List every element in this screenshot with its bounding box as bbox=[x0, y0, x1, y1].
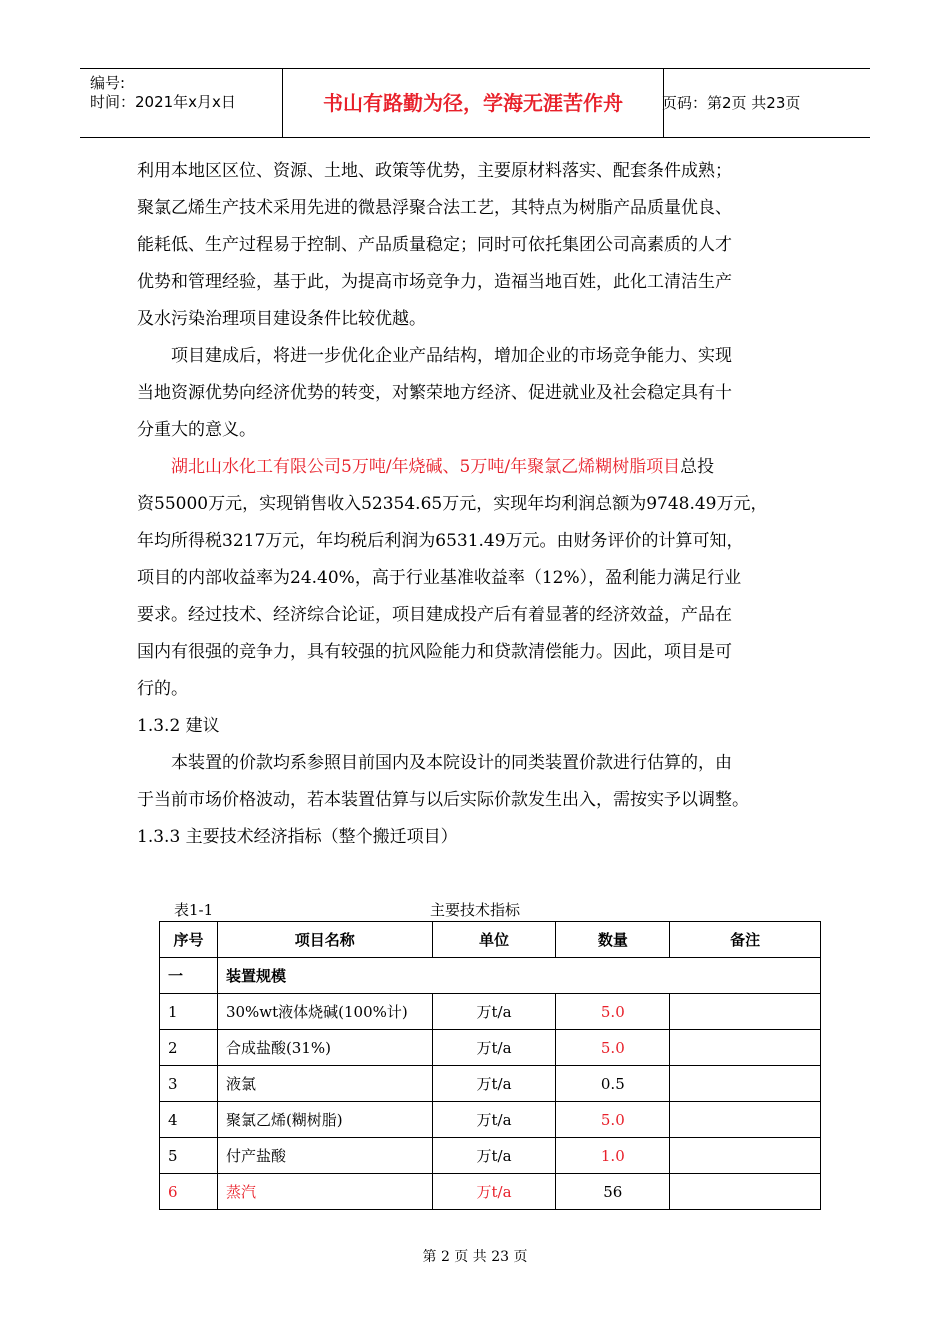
header-meta bbox=[80, 69, 283, 137]
column-header: 备注 bbox=[670, 922, 821, 958]
row-qty: 5.0 bbox=[556, 1102, 670, 1138]
heading-1-3-3 bbox=[137, 819, 823, 856]
text-line: 聚氯乙烯生产技术采用先进的微悬浮聚合法工艺，其特点为树脂产品质量优良、 bbox=[137, 198, 732, 218]
table-section-row bbox=[160, 958, 821, 994]
column-header: 项目名称 bbox=[217, 922, 432, 958]
row-note bbox=[670, 1174, 821, 1210]
row-note bbox=[670, 1102, 821, 1138]
page-label: 页码：第2页 共23页 bbox=[662, 94, 801, 112]
text-line: 分重大的意义。 bbox=[137, 420, 256, 440]
time-label: 时间：2021年x月x日 bbox=[90, 93, 236, 111]
text-line: 项目的内部收益率为24.40%，高于行业基准收益率（12%），盈利能力满足行业 bbox=[137, 568, 742, 588]
text-line: 能耗低、生产过程易于控制、产品质量稳定；同时可依托集团公司高素质的人才 bbox=[137, 235, 732, 255]
table-row bbox=[160, 1030, 821, 1066]
table-header-row bbox=[160, 922, 821, 958]
row-note bbox=[670, 1066, 821, 1102]
text-line: 资55000万元，实现销售收入52354.65万元，实现年均利润总额为9748.49万元， bbox=[137, 494, 768, 514]
row-unit: 万t/a bbox=[432, 994, 556, 1030]
text-line: 利用本地区区位、资源、土地、政策等优势，主要原材料落实、配套条件成熟； bbox=[137, 161, 732, 181]
text-line: 当地资源优势向经济优势的转变，对繁荣地方经济、促进就业及社会稳定具有十 bbox=[137, 383, 732, 403]
row-no: 6 bbox=[160, 1174, 218, 1210]
indicators-table bbox=[159, 921, 821, 1210]
project-name-highlight: 湖北山水化工有限公司5万吨/年烧碱、5万吨/年聚氯乙烯糊树脂项目 bbox=[137, 457, 681, 477]
row-unit: 万t/a bbox=[432, 1174, 556, 1210]
column-header: 数量 bbox=[556, 922, 670, 958]
paragraph-2 bbox=[137, 338, 823, 449]
text-line: 于当前市场价格波动，若本装置估算与以后实际价款发生出入，需按实予以调整。 bbox=[137, 790, 749, 810]
column-header: 序号 bbox=[160, 922, 218, 958]
text-line: 及水污染治理项目建设条件比较优越。 bbox=[137, 309, 426, 329]
header-page-label bbox=[664, 69, 870, 137]
text-line: 项目建成后，将进一步优化企业产品结构，增加企业的市场竞争能力、实现 bbox=[137, 346, 732, 366]
table-row bbox=[160, 1102, 821, 1138]
section-no: 一 bbox=[160, 958, 218, 994]
text-line: 行的。 bbox=[137, 679, 188, 699]
table-row bbox=[160, 1174, 821, 1210]
table-title: 主要技术指标 bbox=[430, 901, 521, 919]
table-row bbox=[160, 994, 821, 1030]
text-line: 要求。经过技术、经济综合论证，项目建成投产后有着显著的经济效益，产品在 bbox=[137, 605, 732, 625]
row-name: 蒸汽 bbox=[217, 1174, 432, 1210]
row-qty: 56 bbox=[556, 1174, 670, 1210]
row-note bbox=[670, 1030, 821, 1066]
paragraph-4 bbox=[137, 745, 823, 819]
row-note bbox=[670, 1138, 821, 1174]
row-unit: 万t/a bbox=[432, 1066, 556, 1102]
row-qty: 0.5 bbox=[556, 1066, 670, 1102]
paragraph-3 bbox=[137, 449, 823, 708]
row-unit: 万t/a bbox=[432, 1102, 556, 1138]
row-no: 4 bbox=[160, 1102, 218, 1138]
text-line: 本装置的价款均系参照目前国内及本院设计的同类装置价款进行估算的，由 bbox=[137, 753, 732, 773]
heading-1-3-2 bbox=[137, 708, 823, 745]
table-label: 表1-1 bbox=[174, 901, 214, 919]
row-name: 付产盐酸 bbox=[217, 1138, 432, 1174]
table-row bbox=[160, 1138, 821, 1174]
row-unit: 万t/a bbox=[432, 1138, 556, 1174]
header-motto: 书山有路勤为径，学海无涯苦作舟 bbox=[283, 69, 664, 137]
text-line: 国内有很强的竞争力，具有较强的抗风险能力和贷款清偿能力。因此，项目是可 bbox=[137, 642, 732, 662]
text-line bbox=[137, 449, 823, 486]
number-label: 编号: bbox=[90, 74, 126, 92]
page-footer: 第 2 页 共 23 页 bbox=[422, 1249, 528, 1265]
text-fragment: 总投 bbox=[680, 457, 715, 477]
row-name: 液氯 bbox=[217, 1066, 432, 1102]
row-no: 1 bbox=[160, 994, 218, 1030]
paragraph-1 bbox=[137, 153, 823, 338]
row-qty: 5.0 bbox=[556, 994, 670, 1030]
text-line: 年均所得税3217万元，年均税后利润为6531.49万元。由财务评价的计算可知， bbox=[137, 531, 744, 551]
table-row bbox=[160, 1066, 821, 1102]
text-line: 优势和管理经验，基于此，为提高市场竞争力，造福当地百姓，此化工清洁生产 bbox=[137, 272, 732, 292]
section-heading: 1.3.2 建议 bbox=[137, 716, 220, 736]
row-qty: 5.0 bbox=[556, 1030, 670, 1066]
section-heading: 1.3.3 主要技术经济指标（整个搬迁项目） bbox=[137, 827, 458, 847]
section-name: 装置规模 bbox=[217, 958, 820, 994]
row-no: 3 bbox=[160, 1066, 218, 1102]
page-header bbox=[80, 68, 870, 138]
row-qty: 1.0 bbox=[556, 1138, 670, 1174]
column-header: 单位 bbox=[432, 922, 556, 958]
row-name: 30%wt液体烧碱(100%计) bbox=[217, 994, 432, 1030]
row-no: 2 bbox=[160, 1030, 218, 1066]
row-note bbox=[670, 994, 821, 1030]
row-name: 聚氯乙烯(糊树脂) bbox=[217, 1102, 432, 1138]
row-unit: 万t/a bbox=[432, 1030, 556, 1066]
row-name: 合成盐酸(31%) bbox=[217, 1030, 432, 1066]
row-no: 5 bbox=[160, 1138, 218, 1174]
